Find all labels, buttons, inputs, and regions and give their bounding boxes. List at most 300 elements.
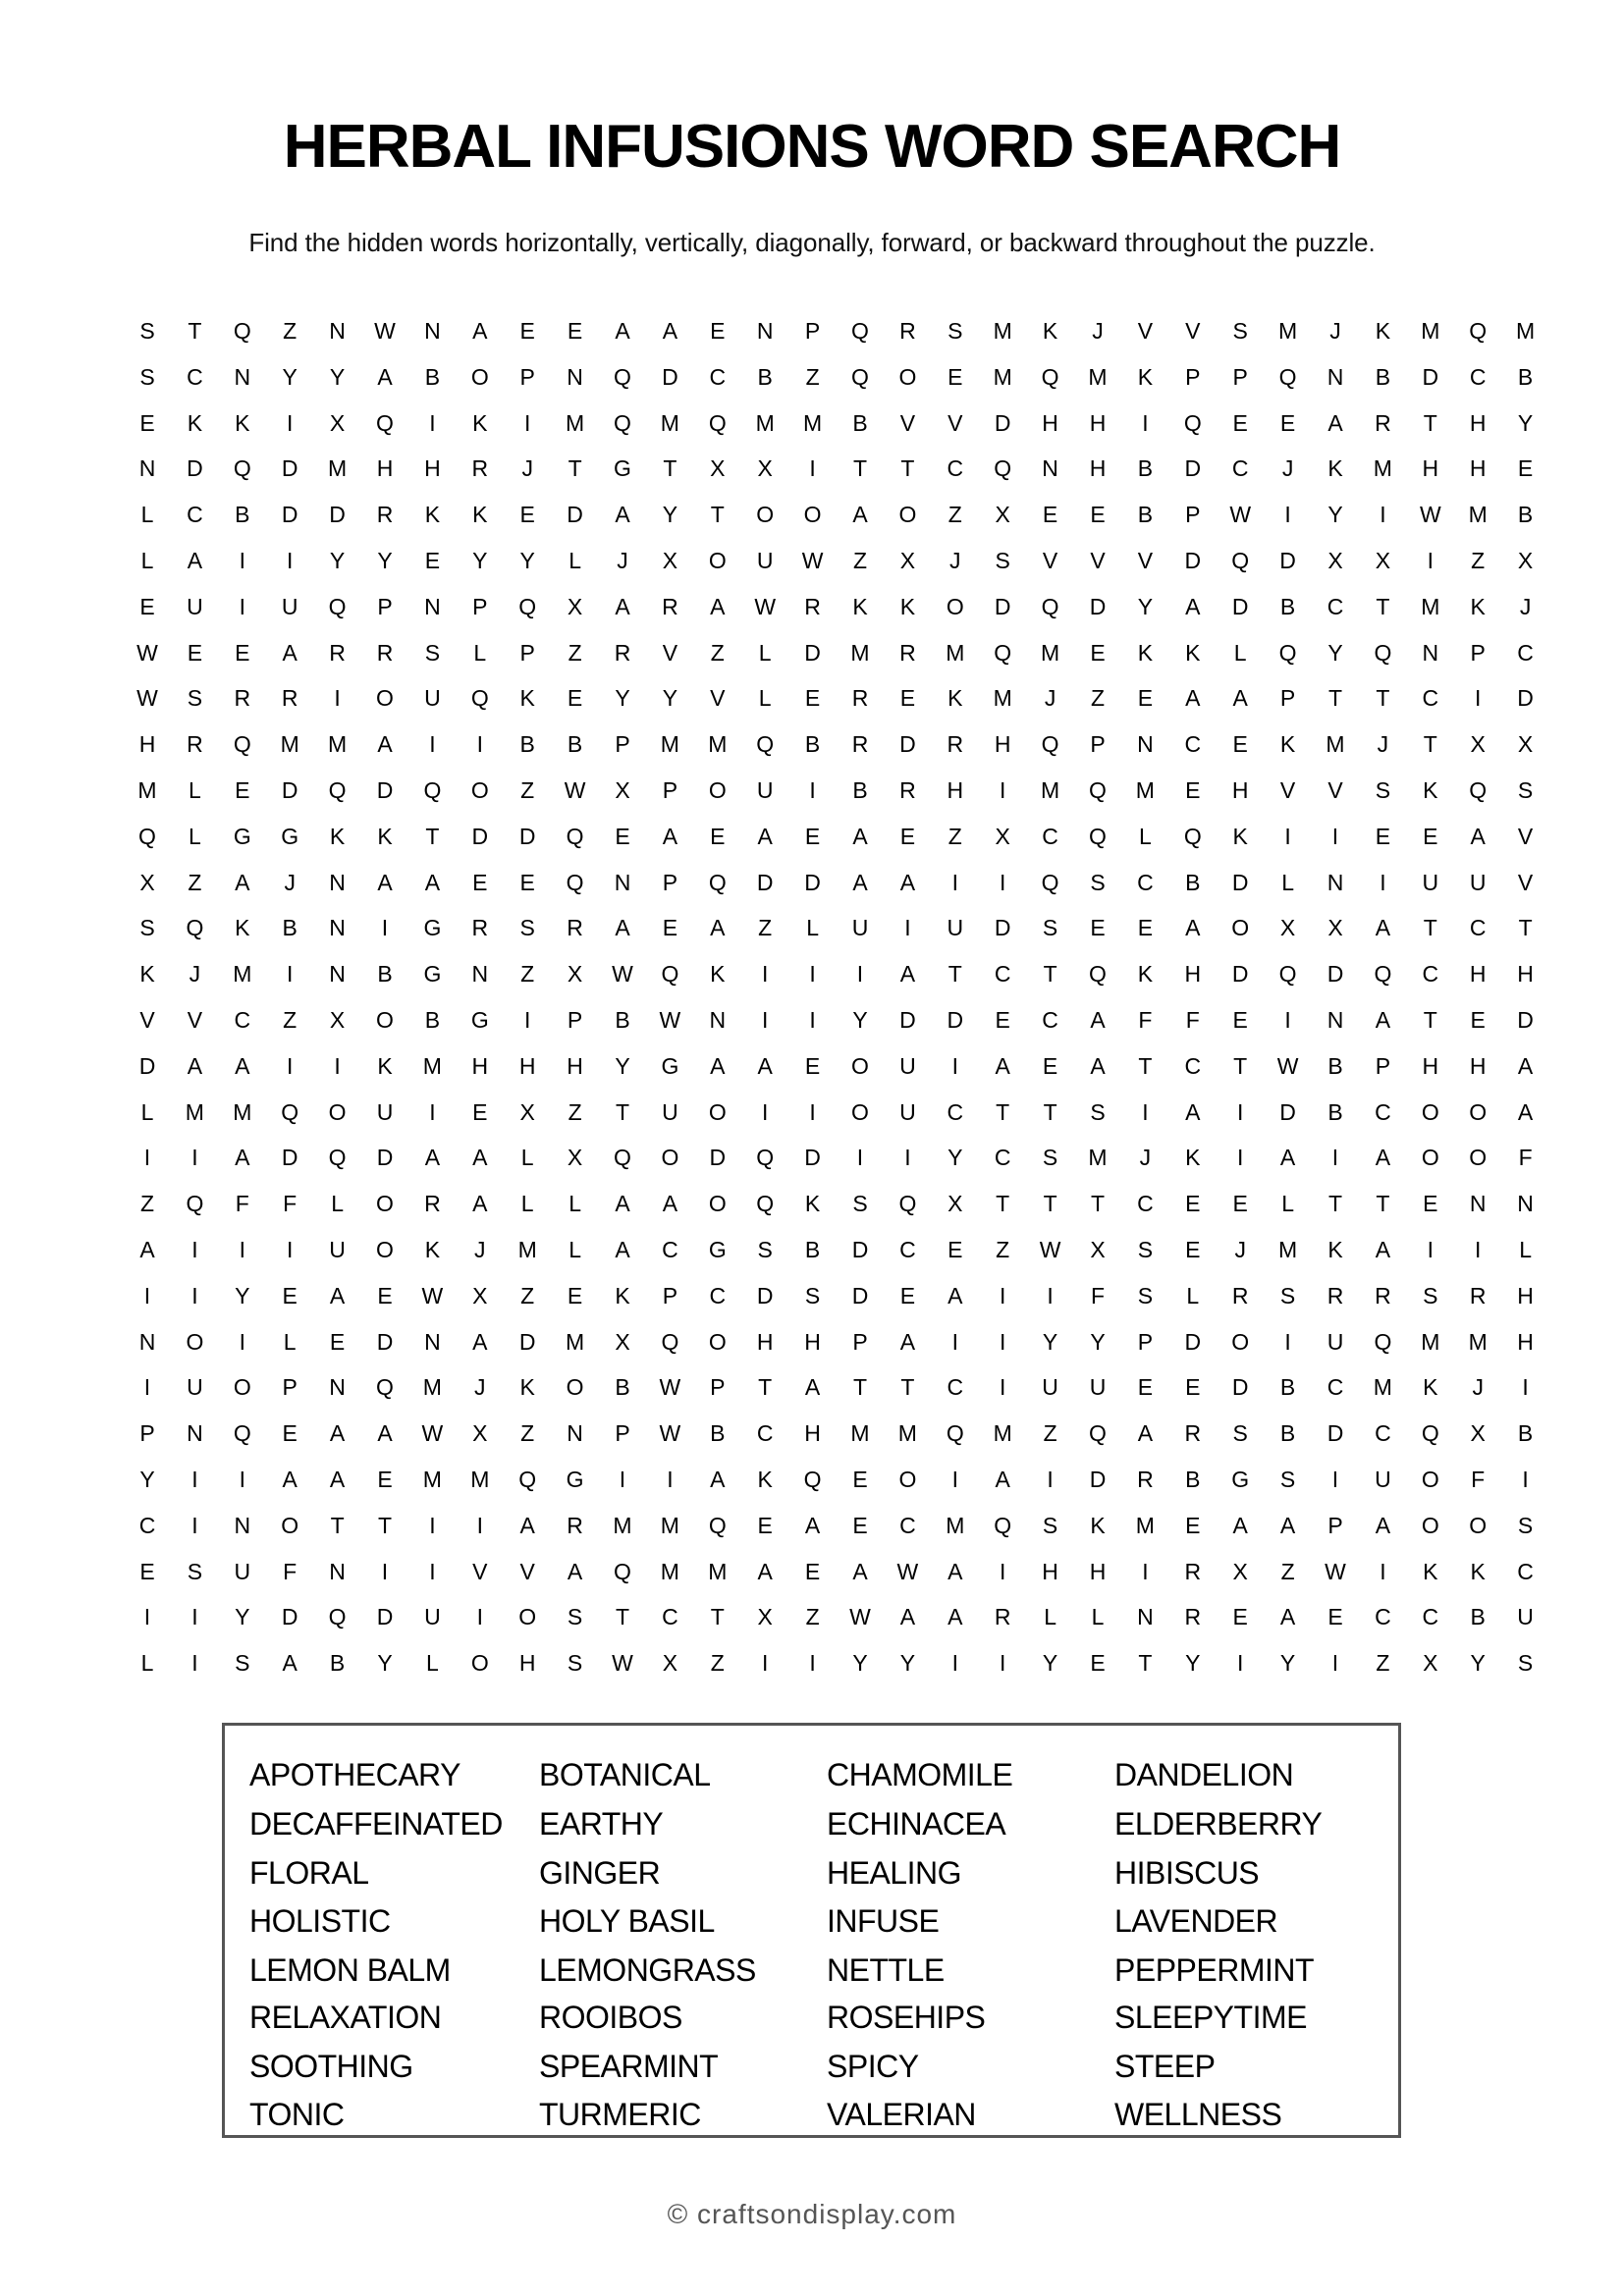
grid-letter[interactable]: K: [757, 1467, 773, 1492]
grid-letter[interactable]: K: [1137, 639, 1154, 666]
grid-letter[interactable]: I: [143, 1604, 151, 1630]
grid-letter[interactable]: Q: [1089, 823, 1107, 849]
grid-letter[interactable]: R: [1375, 1282, 1391, 1308]
grid-letter[interactable]: O: [708, 1098, 727, 1125]
grid-letter[interactable]: U: [187, 1374, 203, 1401]
grid-letter[interactable]: Q: [233, 318, 251, 344]
grid-letter[interactable]: I: [999, 1374, 1006, 1401]
grid-letter[interactable]: M: [993, 363, 1012, 390]
grid-letter[interactable]: I: [191, 1145, 198, 1171]
grid-letter[interactable]: E: [1470, 1007, 1486, 1033]
grid-letter[interactable]: C: [1517, 1558, 1534, 1584]
grid-letter[interactable]: H: [1089, 409, 1107, 436]
grid-letter[interactable]: I: [191, 1650, 198, 1677]
grid-letter[interactable]: I: [999, 777, 1006, 803]
grid-letter[interactable]: G: [661, 1052, 679, 1079]
grid-letter[interactable]: I: [286, 409, 294, 436]
grid-letter[interactable]: F: [283, 1191, 298, 1217]
grid-letter[interactable]: E: [804, 1558, 821, 1584]
grid-letter[interactable]: K: [710, 961, 726, 988]
grid-letter[interactable]: I: [1236, 1098, 1244, 1125]
grid-letter[interactable]: M: [1421, 1328, 1440, 1355]
grid-letter[interactable]: P: [139, 1420, 155, 1447]
grid-letter[interactable]: V: [519, 1558, 535, 1584]
grid-letter[interactable]: I: [1142, 1098, 1149, 1125]
grid-letter[interactable]: I: [381, 1558, 389, 1584]
grid-letter[interactable]: Y: [1042, 1650, 1058, 1677]
grid-letter[interactable]: S: [567, 1650, 583, 1677]
grid-letter[interactable]: Q: [423, 777, 442, 803]
grid-letter[interactable]: I: [334, 1052, 341, 1079]
grid-letter[interactable]: M: [328, 455, 348, 482]
grid-letter[interactable]: T: [615, 1098, 630, 1125]
grid-letter[interactable]: A: [615, 502, 630, 528]
grid-letter[interactable]: O: [470, 363, 489, 390]
grid-letter[interactable]: A: [1517, 1052, 1534, 1079]
grid-letter[interactable]: I: [1284, 823, 1291, 849]
grid-letter[interactable]: O: [1421, 1467, 1439, 1492]
grid-letter[interactable]: E: [1137, 915, 1154, 941]
grid-letter[interactable]: U: [329, 1237, 346, 1262]
grid-letter[interactable]: E: [139, 409, 155, 436]
grid-letter[interactable]: Y: [1517, 409, 1534, 436]
grid-letter[interactable]: A: [710, 593, 726, 619]
grid-letter[interactable]: K: [1327, 1237, 1343, 1262]
grid-letter[interactable]: O: [708, 1328, 727, 1355]
grid-letter[interactable]: A: [1137, 1420, 1154, 1447]
grid-letter[interactable]: Y: [662, 502, 678, 528]
grid-letter[interactable]: I: [429, 731, 436, 758]
grid-letter[interactable]: D: [376, 777, 394, 803]
grid-letter[interactable]: A: [1090, 1052, 1106, 1079]
grid-letter[interactable]: B: [424, 1007, 441, 1033]
grid-letter[interactable]: X: [1470, 1420, 1486, 1447]
grid-letter[interactable]: O: [1231, 1328, 1250, 1355]
grid-letter[interactable]: Q: [281, 1098, 299, 1125]
grid-letter[interactable]: T: [615, 1604, 630, 1630]
grid-letter[interactable]: M: [1421, 593, 1440, 619]
grid-letter[interactable]: U: [1469, 869, 1487, 895]
grid-letter[interactable]: O: [470, 1650, 489, 1677]
grid-letter[interactable]: E: [899, 685, 916, 712]
grid-letter[interactable]: A: [899, 869, 916, 895]
grid-letter[interactable]: C: [1375, 1604, 1391, 1630]
grid-letter[interactable]: N: [614, 869, 631, 895]
grid-letter[interactable]: N: [471, 961, 489, 988]
grid-letter[interactable]: Q: [186, 915, 204, 941]
grid-letter[interactable]: M: [946, 639, 965, 666]
grid-letter[interactable]: J: [284, 869, 296, 895]
grid-letter[interactable]: X: [757, 455, 773, 482]
grid-letter[interactable]: A: [424, 869, 441, 895]
grid-letter[interactable]: E: [377, 1282, 393, 1308]
grid-letter[interactable]: G: [614, 455, 631, 482]
grid-letter[interactable]: W: [1276, 1052, 1299, 1079]
grid-letter[interactable]: P: [1375, 1052, 1391, 1079]
grid-letter[interactable]: S: [1232, 318, 1248, 344]
grid-letter[interactable]: T: [1423, 1007, 1437, 1033]
grid-letter[interactable]: O: [281, 1512, 299, 1538]
grid-letter[interactable]: R: [947, 731, 964, 758]
grid-letter[interactable]: E: [1423, 823, 1438, 849]
grid-letter[interactable]: O: [376, 1191, 394, 1217]
grid-letter[interactable]: E: [519, 318, 535, 344]
grid-letter[interactable]: X: [1232, 1558, 1248, 1584]
grid-letter[interactable]: I: [1427, 548, 1434, 573]
grid-letter[interactable]: M: [660, 731, 679, 758]
grid-letter[interactable]: L: [140, 1098, 154, 1125]
grid-letter[interactable]: I: [191, 1604, 198, 1630]
grid-letter[interactable]: A: [329, 1467, 346, 1492]
grid-letter[interactable]: D: [756, 869, 774, 895]
grid-letter[interactable]: C: [187, 363, 203, 390]
grid-letter[interactable]: V: [1517, 869, 1534, 895]
grid-letter[interactable]: C: [1422, 685, 1439, 712]
grid-letter[interactable]: N: [1469, 1191, 1487, 1217]
grid-letter[interactable]: L: [140, 502, 154, 528]
grid-letter[interactable]: E: [1090, 1650, 1106, 1677]
grid-letter[interactable]: M: [233, 1098, 252, 1125]
grid-letter[interactable]: M: [708, 1558, 728, 1584]
grid-letter[interactable]: Z: [1376, 1650, 1390, 1677]
grid-letter[interactable]: M: [1041, 639, 1060, 666]
grid-letter[interactable]: N: [329, 869, 346, 895]
grid-letter[interactable]: A: [377, 869, 393, 895]
grid-letter[interactable]: Y: [377, 1650, 393, 1677]
grid-letter[interactable]: D: [376, 1328, 394, 1355]
grid-letter[interactable]: R: [376, 502, 394, 528]
grid-letter[interactable]: I: [1284, 1328, 1291, 1355]
grid-letter[interactable]: Q: [614, 409, 631, 436]
grid-letter[interactable]: L: [283, 1328, 297, 1355]
grid-letter[interactable]: C: [947, 1098, 964, 1125]
grid-letter[interactable]: S: [1517, 777, 1534, 803]
grid-letter[interactable]: H: [518, 1650, 536, 1677]
grid-letter[interactable]: O: [898, 363, 917, 390]
grid-letter[interactable]: E: [1185, 1191, 1201, 1217]
grid-letter[interactable]: I: [143, 1145, 151, 1171]
grid-letter[interactable]: C: [1517, 639, 1534, 666]
grid-letter[interactable]: U: [662, 1098, 678, 1125]
grid-letter[interactable]: C: [1375, 1420, 1391, 1447]
grid-letter[interactable]: A: [472, 1145, 488, 1171]
grid-letter[interactable]: A: [1185, 1098, 1201, 1125]
grid-letter[interactable]: U: [424, 685, 441, 712]
grid-letter[interactable]: M: [1041, 777, 1060, 803]
grid-letter[interactable]: C: [947, 455, 964, 482]
grid-letter[interactable]: B: [235, 502, 250, 528]
grid-letter[interactable]: L: [758, 639, 772, 666]
grid-letter[interactable]: P: [1090, 731, 1106, 758]
grid-letter[interactable]: H: [1469, 409, 1487, 436]
grid-letter[interactable]: S: [1137, 1237, 1154, 1262]
grid-letter[interactable]: I: [761, 1650, 769, 1677]
grid-letter[interactable]: I: [429, 1098, 436, 1125]
grid-letter[interactable]: A: [947, 1282, 963, 1308]
grid-letter[interactable]: E: [567, 1282, 583, 1308]
grid-letter[interactable]: S: [852, 1191, 868, 1217]
grid-letter[interactable]: A: [472, 318, 488, 344]
grid-letter[interactable]: C: [994, 1145, 1011, 1171]
grid-letter[interactable]: E: [1327, 1604, 1343, 1630]
grid-letter[interactable]: X: [1470, 731, 1486, 758]
grid-letter[interactable]: N: [329, 1558, 346, 1584]
grid-letter[interactable]: S: [1137, 1282, 1154, 1308]
grid-letter[interactable]: S: [187, 1558, 203, 1584]
grid-letter[interactable]: E: [1423, 1191, 1438, 1217]
grid-letter[interactable]: M: [1326, 731, 1345, 758]
grid-letter[interactable]: Y: [615, 1052, 630, 1079]
grid-letter[interactable]: Z: [1090, 685, 1106, 712]
grid-letter[interactable]: Y: [139, 1467, 155, 1492]
grid-letter[interactable]: A: [1375, 1145, 1391, 1171]
grid-letter[interactable]: I: [951, 1467, 958, 1492]
grid-letter[interactable]: D: [1517, 685, 1534, 712]
grid-letter[interactable]: Y: [235, 1604, 250, 1630]
grid-letter[interactable]: E: [567, 685, 583, 712]
grid-letter[interactable]: A: [615, 593, 630, 619]
grid-letter[interactable]: O: [518, 1604, 537, 1630]
grid-letter[interactable]: M: [422, 1374, 442, 1401]
grid-letter[interactable]: E: [282, 1420, 298, 1447]
grid-letter[interactable]: L: [188, 777, 201, 803]
grid-letter[interactable]: U: [756, 777, 774, 803]
grid-letter[interactable]: Q: [661, 1328, 679, 1355]
grid-letter[interactable]: K: [519, 1374, 535, 1401]
grid-letter[interactable]: O: [376, 685, 394, 712]
grid-letter[interactable]: M: [850, 1420, 870, 1447]
grid-letter[interactable]: N: [234, 363, 251, 390]
grid-letter[interactable]: V: [1137, 548, 1154, 573]
grid-letter[interactable]: D: [1184, 1328, 1202, 1355]
grid-letter[interactable]: I: [1284, 1007, 1291, 1033]
grid-letter[interactable]: S: [1042, 915, 1058, 941]
grid-letter[interactable]: K: [235, 409, 250, 436]
grid-letter[interactable]: A: [710, 915, 726, 941]
grid-letter[interactable]: Z: [139, 1191, 155, 1217]
grid-letter[interactable]: S: [757, 1237, 773, 1262]
grid-letter[interactable]: Y: [899, 1650, 916, 1677]
grid-letter[interactable]: T: [947, 961, 962, 988]
grid-letter[interactable]: M: [946, 1512, 965, 1538]
grid-letter[interactable]: E: [995, 1007, 1010, 1033]
grid-letter[interactable]: Q: [614, 363, 631, 390]
grid-letter[interactable]: A: [615, 915, 630, 941]
grid-letter[interactable]: I: [143, 1282, 151, 1308]
grid-letter[interactable]: G: [423, 961, 442, 988]
grid-letter[interactable]: I: [1331, 1145, 1339, 1171]
grid-letter[interactable]: I: [429, 1512, 436, 1538]
grid-letter[interactable]: E: [804, 1052, 821, 1079]
grid-letter[interactable]: H: [1469, 961, 1487, 988]
grid-letter[interactable]: Y: [852, 1007, 868, 1033]
grid-letter[interactable]: H: [1517, 1282, 1534, 1308]
grid-letter[interactable]: Q: [1374, 639, 1392, 666]
grid-letter[interactable]: E: [1185, 777, 1201, 803]
grid-letter[interactable]: U: [234, 1558, 251, 1584]
grid-letter[interactable]: X: [1327, 915, 1343, 941]
grid-letter[interactable]: X: [1517, 731, 1534, 758]
grid-letter[interactable]: O: [186, 1328, 204, 1355]
grid-letter[interactable]: I: [523, 409, 531, 436]
grid-letter[interactable]: P: [282, 1374, 298, 1401]
grid-letter[interactable]: C: [1469, 915, 1487, 941]
grid-letter[interactable]: Y: [1327, 502, 1343, 528]
grid-letter[interactable]: P: [804, 318, 821, 344]
grid-letter[interactable]: X: [615, 1328, 630, 1355]
grid-letter[interactable]: L: [140, 1650, 154, 1677]
grid-letter[interactable]: Q: [233, 455, 251, 482]
grid-letter[interactable]: K: [1279, 731, 1296, 758]
grid-letter[interactable]: I: [239, 1328, 245, 1355]
grid-letter[interactable]: Q: [1278, 961, 1297, 988]
grid-letter[interactable]: B: [615, 1374, 630, 1401]
grid-letter[interactable]: N: [187, 1420, 203, 1447]
grid-letter[interactable]: S: [139, 318, 155, 344]
grid-letter[interactable]: I: [951, 1328, 958, 1355]
grid-letter[interactable]: Y: [235, 1282, 250, 1308]
grid-letter[interactable]: E: [424, 548, 441, 573]
grid-letter[interactable]: A: [852, 869, 868, 895]
grid-letter[interactable]: Q: [1089, 961, 1107, 988]
grid-letter[interactable]: M: [185, 1098, 204, 1125]
grid-letter[interactable]: T: [710, 502, 725, 528]
grid-letter[interactable]: O: [376, 1007, 394, 1033]
grid-letter[interactable]: K: [235, 915, 250, 941]
grid-letter[interactable]: U: [1042, 1374, 1058, 1401]
grid-letter[interactable]: Q: [1089, 1420, 1107, 1447]
grid-letter[interactable]: M: [470, 1467, 490, 1492]
grid-letter[interactable]: R: [899, 777, 916, 803]
grid-letter[interactable]: R: [376, 639, 394, 666]
grid-letter[interactable]: N: [424, 1328, 441, 1355]
grid-letter[interactable]: H: [1469, 455, 1487, 482]
grid-letter[interactable]: D: [1279, 1098, 1296, 1125]
grid-letter[interactable]: F: [1090, 1282, 1106, 1308]
grid-letter[interactable]: O: [851, 1052, 869, 1079]
grid-letter[interactable]: F: [1185, 1007, 1200, 1033]
grid-letter[interactable]: A: [1470, 823, 1486, 849]
grid-letter[interactable]: N: [1517, 1191, 1534, 1217]
grid-letter[interactable]: M: [280, 731, 299, 758]
grid-letter[interactable]: H: [947, 777, 964, 803]
grid-letter[interactable]: E: [1375, 823, 1391, 849]
grid-letter[interactable]: D: [1089, 593, 1107, 619]
grid-letter[interactable]: H: [376, 455, 394, 482]
grid-letter[interactable]: P: [377, 593, 393, 619]
grid-letter[interactable]: J: [474, 1237, 486, 1262]
grid-letter[interactable]: I: [1047, 1282, 1054, 1308]
grid-letter[interactable]: H: [1042, 409, 1058, 436]
grid-letter[interactable]: E: [615, 823, 630, 849]
grid-letter[interactable]: Q: [566, 823, 584, 849]
grid-letter[interactable]: Q: [614, 1558, 631, 1584]
grid-letter[interactable]: I: [1331, 1467, 1339, 1492]
grid-letter[interactable]: B: [519, 731, 535, 758]
grid-letter[interactable]: T: [1423, 915, 1437, 941]
grid-letter[interactable]: M: [755, 409, 775, 436]
grid-letter[interactable]: S: [139, 915, 155, 941]
grid-letter[interactable]: Y: [377, 548, 393, 573]
grid-letter[interactable]: N: [329, 915, 346, 941]
grid-letter[interactable]: A: [852, 823, 868, 849]
grid-letter[interactable]: K: [1090, 1512, 1106, 1538]
grid-letter[interactable]: A: [1375, 915, 1391, 941]
grid-letter[interactable]: X: [710, 455, 726, 482]
grid-letter[interactable]: M: [1088, 1145, 1108, 1171]
grid-letter[interactable]: O: [946, 593, 964, 619]
grid-letter[interactable]: Y: [852, 1650, 868, 1677]
grid-letter[interactable]: O: [1421, 1145, 1439, 1171]
grid-letter[interactable]: U: [756, 548, 774, 573]
grid-letter[interactable]: Y: [329, 548, 346, 573]
grid-letter[interactable]: H: [1231, 777, 1249, 803]
grid-letter[interactable]: B: [757, 363, 773, 390]
grid-letter[interactable]: S: [187, 685, 203, 712]
grid-letter[interactable]: V: [472, 1558, 488, 1584]
grid-letter[interactable]: O: [1421, 1512, 1439, 1538]
grid-letter[interactable]: C: [947, 1374, 964, 1401]
grid-letter[interactable]: W: [754, 593, 777, 619]
grid-letter[interactable]: Z: [520, 1282, 535, 1308]
grid-letter[interactable]: L: [1186, 1282, 1200, 1308]
grid-letter[interactable]: T: [1423, 409, 1437, 436]
grid-letter[interactable]: G: [233, 823, 251, 849]
grid-letter[interactable]: A: [662, 1191, 678, 1217]
grid-letter[interactable]: U: [899, 1098, 916, 1125]
grid-letter[interactable]: V: [1185, 318, 1201, 344]
grid-letter[interactable]: D: [1326, 961, 1344, 988]
grid-letter[interactable]: H: [567, 1052, 583, 1079]
grid-letter[interactable]: B: [1279, 1374, 1296, 1401]
grid-letter[interactable]: Q: [1374, 1328, 1392, 1355]
grid-letter[interactable]: R: [899, 318, 916, 344]
grid-letter[interactable]: C: [1326, 1374, 1344, 1401]
grid-letter[interactable]: B: [852, 777, 868, 803]
grid-letter[interactable]: F: [1518, 1145, 1533, 1171]
grid-letter[interactable]: Q: [1278, 363, 1297, 390]
grid-letter[interactable]: A: [995, 1467, 1010, 1492]
grid-letter[interactable]: Y: [329, 363, 346, 390]
grid-letter[interactable]: U: [851, 915, 869, 941]
grid-letter[interactable]: K: [615, 1282, 630, 1308]
grid-letter[interactable]: T: [1138, 1052, 1153, 1079]
grid-letter[interactable]: X: [472, 1282, 488, 1308]
grid-letter[interactable]: D: [899, 1007, 916, 1033]
grid-letter[interactable]: O: [661, 1145, 679, 1171]
grid-letter[interactable]: U: [376, 1098, 394, 1125]
grid-letter[interactable]: O: [708, 1191, 727, 1217]
grid-letter[interactable]: Q: [138, 823, 156, 849]
grid-letter[interactable]: Z: [568, 1098, 582, 1125]
grid-letter[interactable]: S: [424, 639, 441, 666]
grid-letter[interactable]: H: [1184, 961, 1202, 988]
grid-letter[interactable]: D: [851, 1237, 869, 1262]
grid-letter[interactable]: H: [1089, 1558, 1107, 1584]
grid-letter[interactable]: Q: [376, 1374, 394, 1401]
grid-letter[interactable]: V: [1279, 777, 1296, 803]
grid-letter[interactable]: T: [1043, 961, 1057, 988]
grid-letter[interactable]: I: [286, 548, 294, 573]
grid-letter[interactable]: I: [951, 1052, 958, 1079]
grid-letter[interactable]: R: [471, 455, 489, 482]
grid-letter[interactable]: K: [472, 502, 488, 528]
grid-letter[interactable]: A: [947, 1604, 963, 1630]
grid-letter[interactable]: H: [1042, 1558, 1058, 1584]
grid-letter[interactable]: U: [1517, 1604, 1534, 1630]
grid-letter[interactable]: Q: [518, 593, 537, 619]
grid-letter[interactable]: L: [758, 685, 772, 712]
